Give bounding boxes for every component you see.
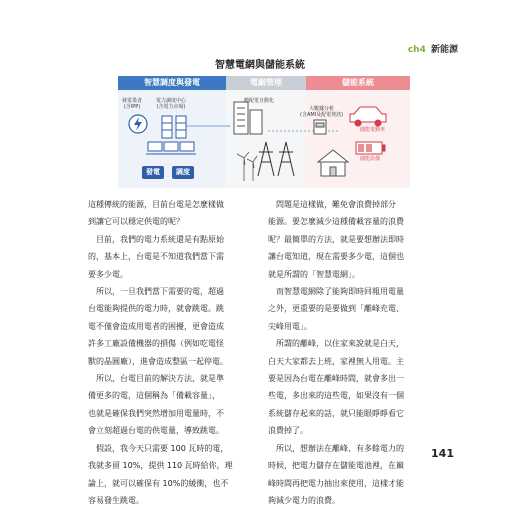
server-rack-icon <box>162 116 186 138</box>
text-line: 之外，更重要的是要做到「離峰充電、 <box>268 304 404 314</box>
building-icon <box>234 102 262 134</box>
figure-title: 智慧電網與儲能系統 <box>215 60 305 71</box>
text-line: 台電能夠提供的電力時，就會跳電。跳 <box>88 304 224 314</box>
text-line: 的，基本上，台電是不知道我們當下需 <box>88 252 224 262</box>
text-line: 夠減少電力的浪費。 <box>268 495 340 505</box>
text-line: 也就是確保我們突然增加用電量時，不 <box>88 408 224 418</box>
text-line: 些電，多出來的這些電，如果沒有一個 <box>268 391 404 401</box>
text-line: 峰時間再把電力抽出來使用，這樣才能 <box>268 478 404 488</box>
car-icon <box>350 107 386 126</box>
dispatch-chip: 調度 <box>172 166 194 179</box>
text-line: 浪費掉了。 <box>268 426 308 436</box>
text-line: 容易發生跳電。 <box>88 495 144 505</box>
control-room-icon <box>146 142 196 154</box>
text-line: 呢？最簡單的方法，就是要想辦法即時 <box>268 234 404 244</box>
label-battery: 儲能設備 <box>360 156 381 162</box>
smart-grid-diagram <box>118 76 410 188</box>
text-line: 所以，想辦法在離峰、有多餘電力的 <box>268 443 404 453</box>
text-line: 要多少電。 <box>88 269 128 279</box>
power-tower-icon <box>258 142 294 176</box>
meter-icon <box>314 120 326 134</box>
text-line: 時候，把電力儲存在儲能電池裡，在巔 <box>268 461 404 471</box>
battery-icon <box>356 142 385 154</box>
text-line: 假設，我今天只需要 100 瓦時的電， <box>88 443 229 453</box>
label-meter: 大數據分析 (含AMI及配電資訊) <box>300 106 344 118</box>
text-line: 白天大家都去上班，家裡無人用電。主 <box>268 356 404 366</box>
text-line: 電不僅會造成用電者的困擾，更會造成 <box>88 321 224 331</box>
section-grid: 電網管理 <box>226 76 306 90</box>
plant-operator-icon <box>129 115 147 133</box>
chapter-header <box>408 42 458 55</box>
text-line: 讓台電知道，現在需要多少電，這個也 <box>268 252 404 262</box>
left-text-column <box>88 196 264 509</box>
text-line: 到讓它可以穩定供電的呢？ <box>88 217 184 227</box>
text-line: 系統儲存起來的話，就只能眼睜睜看它 <box>268 408 404 418</box>
text-line: 而智慧電網除了能夠即時回報用電量 <box>268 287 404 297</box>
chapter-number: ch4 <box>407 45 426 55</box>
section-generation: 智慧調度與發電 <box>118 76 226 90</box>
wind-turbine-icon <box>237 152 257 181</box>
text-line: 會立刻超過台電的供電量，導致跳電。 <box>88 426 224 436</box>
text-line: 尖峰用電」。 <box>268 321 312 331</box>
text-line: 就是所謂的「智慧電網」。 <box>268 269 360 279</box>
text-line: 所以，台電目前的解決方法，就是準 <box>88 374 224 384</box>
chapter-name: 新能源 <box>430 45 458 55</box>
house-icon <box>318 150 348 176</box>
text-line: 論上，就可以確保有 10%的緩衝，也不 <box>88 478 229 488</box>
label-plants: 發電業者 (含IPP) <box>122 98 143 110</box>
text-line: 所謂的離峰，以住家來說就是白天， <box>268 339 404 349</box>
section-storage: 儲能系統 <box>306 76 410 90</box>
text-line: 我就多留 10%，提供 110 瓦時給你，理 <box>88 461 233 471</box>
generate-chip: 發電 <box>142 166 164 179</box>
text-line: 目前，我們的電力系統還是有點原始 <box>88 234 224 244</box>
text-line: 能源。要怎麼減少這種備載容量的浪費 <box>268 217 404 227</box>
text-line: 要是因為台電在離峰時間，就會多出一 <box>268 374 404 384</box>
text-line: 問題是這樣做，難免會浪費掉部分 <box>268 200 396 209</box>
label-ev: 儲能電動車 <box>360 127 386 133</box>
page-number: 141 <box>431 447 454 460</box>
text-line: 所以，一旦我們當下需要的電，超過 <box>88 287 224 297</box>
label-automation: 饋配電自動化 <box>244 98 275 104</box>
text-line: 許多工廠設備機器的損傷（例如吃電怪 <box>88 339 224 349</box>
text-line: 備更多的電，這個稱為「備載容量」， <box>88 391 220 401</box>
label-dispatch: 電力調度中心 (含電力市場) <box>156 98 187 110</box>
text-line: 這種傳統的能源，目前台電是怎麼樣做 <box>88 200 224 209</box>
text-line: 獸的晶圓廠），進會造成整區一起停電。 <box>88 356 228 366</box>
right-text-column <box>268 196 444 509</box>
